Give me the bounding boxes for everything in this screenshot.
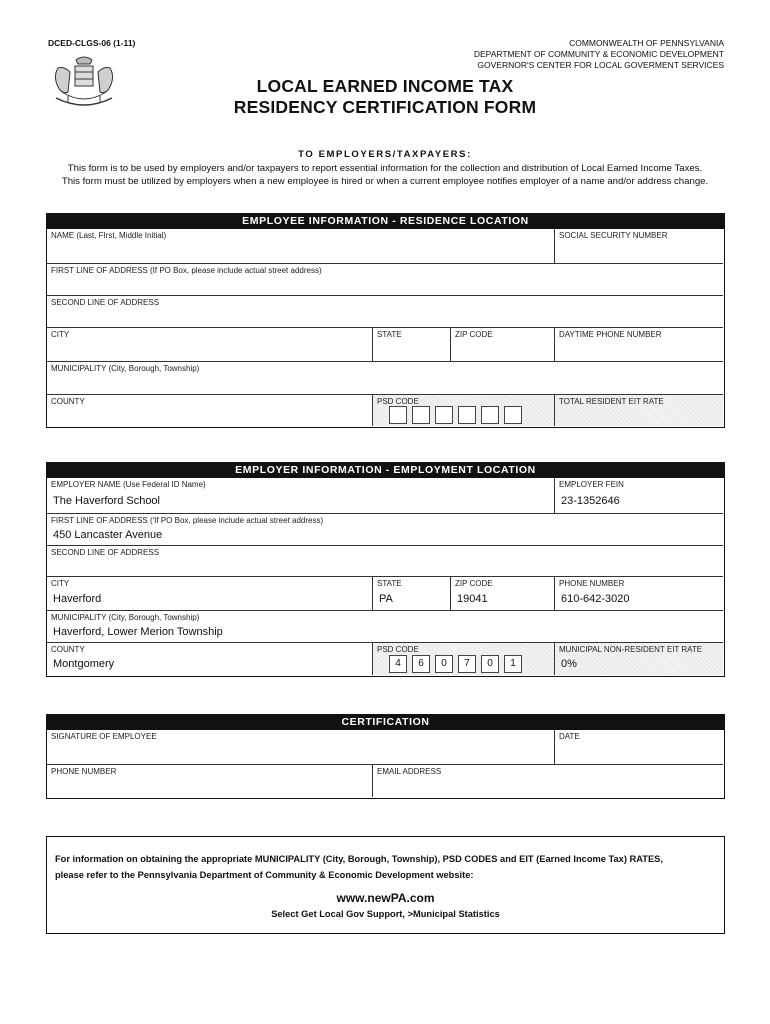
employer-eit-label: MUNICIPAL NON-RESIDENT EIT RATE [559, 645, 703, 654]
employer-address1-field[interactable] [47, 514, 723, 546]
employer-eit-field[interactable] [555, 643, 723, 675]
employee-ssn-field[interactable] [555, 229, 723, 264]
psd-digit-box[interactable]: 0 [435, 655, 453, 673]
employer-county-value: Montgomery [53, 658, 115, 670]
employee-municipality-field[interactable] [47, 362, 723, 395]
certification-section [46, 714, 725, 799]
employee-psd-label: PSD CODE [377, 397, 419, 406]
employee-state-field[interactable] [373, 328, 451, 362]
employee-eit-field[interactable] [555, 395, 723, 426]
employer-municipality-label: MUNICIPALITY (City, Borough, Township) [51, 613, 200, 622]
intro-line-1: This form is to be used by employers and/or taxpayers to report essential information for the collection and distribution of Local Earned Income Taxes. [67, 163, 703, 174]
employee-address1-label: FIRST LINE OF ADDRESS (If PO Box, please include actual street address) [51, 266, 322, 275]
form-code: DCED-CLGS-06 (1-11) [48, 38, 136, 48]
employer-zip-field[interactable] [451, 577, 555, 611]
signature-label: SIGNATURE OF EMPLOYEE [51, 732, 157, 741]
employee-state-label: STATE [377, 330, 402, 339]
date-field[interactable] [555, 730, 723, 765]
psd-digit-box[interactable]: 6 [412, 655, 430, 673]
employer-fein-label: EMPLOYER FEIN [559, 480, 624, 489]
employee-address2-label: SECOND LINE OF ADDRESS [51, 298, 160, 307]
employee-section [46, 213, 725, 428]
agency-block [474, 38, 724, 71]
employer-fein-field[interactable] [555, 478, 723, 514]
certification-phone-label: PHONE NUMBER [51, 767, 117, 776]
employer-eit-value: 0% [561, 658, 577, 670]
psd-digit-box[interactable]: 4 [389, 655, 407, 673]
email-field[interactable] [373, 765, 723, 797]
employee-city-field[interactable] [47, 328, 373, 362]
psd-digit-box[interactable] [481, 406, 499, 424]
psd-digit-box[interactable]: 7 [458, 655, 476, 673]
psd-digit-box[interactable] [435, 406, 453, 424]
employee-name-label: NAME (Last, FIrst, Middle Initial) [51, 231, 167, 240]
website-link[interactable]: www.newPA.com [336, 891, 435, 905]
website-instruction: Select Get Local Gov Support, >Municipal Statistics [271, 909, 500, 919]
employer-psd-label: PSD CODE [377, 645, 419, 654]
agency-line-3: GOVERNOR'S CENTER FOR LOCAL GOVERMENT SERVICES [477, 60, 724, 70]
form-title-line-1: LOCAL EARNED INCOME TAX [256, 76, 514, 96]
certification-heading: CERTIFICATION [47, 715, 724, 730]
employer-state-label: STATE [377, 579, 402, 588]
employee-phone-field[interactable] [555, 328, 723, 362]
employer-name-value: The Haverford School [53, 495, 160, 507]
employee-section-heading: EMPLOYEE INFORMATION - RESIDENCE LOCATION [47, 214, 724, 229]
employer-county-label: COUNTY [51, 645, 85, 654]
employee-eit-label: TOTAL RESIDENT EIT RATE [559, 397, 664, 406]
employee-address2-field[interactable] [47, 296, 723, 328]
employer-address2-field[interactable] [47, 546, 723, 577]
employer-phone-label: PHONE NUMBER [559, 579, 625, 588]
employer-psd-field [373, 643, 555, 675]
employee-address1-field[interactable] [47, 264, 723, 296]
employee-phone-label: DAYTIME PHONE NUMBER [559, 330, 662, 339]
employer-zip-value: 19041 [457, 593, 488, 605]
employer-phone-value: 610-642-3020 [561, 593, 630, 605]
employer-address1-label: FIRST LINE OF ADDRESS ('If PO Box, please include actual street address) [51, 516, 324, 525]
employee-ssn-label: SOCIAL SECURITY NUMBER [559, 231, 668, 240]
info-line-2: please refer to the Pennsylvania Department of Community & Economic Development website: [55, 870, 474, 880]
employee-psd-field [373, 395, 555, 426]
psd-digit-box[interactable]: 1 [504, 655, 522, 673]
psd-digit-box[interactable] [504, 406, 522, 424]
employer-fein-value: 23-1352646 [561, 495, 620, 507]
employer-section-heading: EMPLOYER INFORMATION - EMPLOYMENT LOCATION [47, 463, 724, 478]
signature-field[interactable] [47, 730, 555, 765]
employer-zip-label: ZIP CODE [455, 579, 493, 588]
psd-digit-box[interactable] [412, 406, 430, 424]
employer-phone-field[interactable] [555, 577, 723, 611]
psd-digit-box[interactable]: 0 [481, 655, 499, 673]
info-line-1: For information on obtaining the appropriate MUNICIPALITY (City, Borough, Township), PSD CODES and EIT (Earned Income Tax) RATES, [55, 854, 663, 864]
psd-digit-box[interactable] [458, 406, 476, 424]
agency-line-2: DEPARTMENT OF COMMUNITY & ECONOMIC DEVELOPMENT [473, 49, 724, 59]
employee-name-field[interactable] [47, 229, 555, 264]
employee-city-label: CITY [51, 330, 70, 339]
agency-line-1: COMMONWEALTH OF PENNSYLVANIA [569, 38, 724, 48]
employer-county-field[interactable] [47, 643, 373, 675]
email-label: EMAIL ADDRESS [377, 767, 442, 776]
employer-name-field[interactable] [47, 478, 555, 514]
employee-municipality-label: MUNICIPALITY (City, Borough, Township) [51, 364, 200, 373]
intro-heading: TO EMPLOYERS/TAXPAYERS: [298, 149, 472, 160]
employer-name-label: EMPLOYER NAME (Use Federal ID Name) [51, 480, 206, 489]
employer-section [46, 462, 725, 677]
employer-city-field[interactable] [47, 577, 373, 611]
employer-state-field[interactable] [373, 577, 451, 611]
info-box [46, 836, 725, 934]
psd-digit-box[interactable] [389, 406, 407, 424]
employer-address2-label: SECOND LINE OF ADDRESS [51, 548, 160, 557]
employer-municipality-value: Haverford, Lower Merion Township [53, 626, 223, 638]
form-title-line-2: RESIDENCY CERTIFICATION FORM [233, 97, 537, 117]
employer-municipality-field[interactable] [47, 611, 723, 643]
certification-phone-field[interactable] [47, 765, 373, 797]
employee-zip-field[interactable] [451, 328, 555, 362]
intro-line-2: This form must be utilized by employers when a new employee is hired or when a current employee notifies employer of a name and/or address change. [61, 176, 709, 187]
employee-zip-label: ZIP CODE [455, 330, 493, 339]
employer-city-value: Haverford [53, 593, 102, 605]
info-text [55, 851, 720, 883]
date-label: DATE [559, 732, 580, 741]
employer-city-label: CITY [51, 579, 70, 588]
employee-county-field[interactable] [47, 395, 373, 426]
employer-state-value: PA [379, 593, 393, 605]
employer-address1-value: 450 Lancaster Avenue [53, 529, 163, 541]
employee-psd-boxes [389, 406, 522, 424]
employee-county-label: COUNTY [51, 397, 85, 406]
employer-psd-boxes [389, 655, 522, 673]
